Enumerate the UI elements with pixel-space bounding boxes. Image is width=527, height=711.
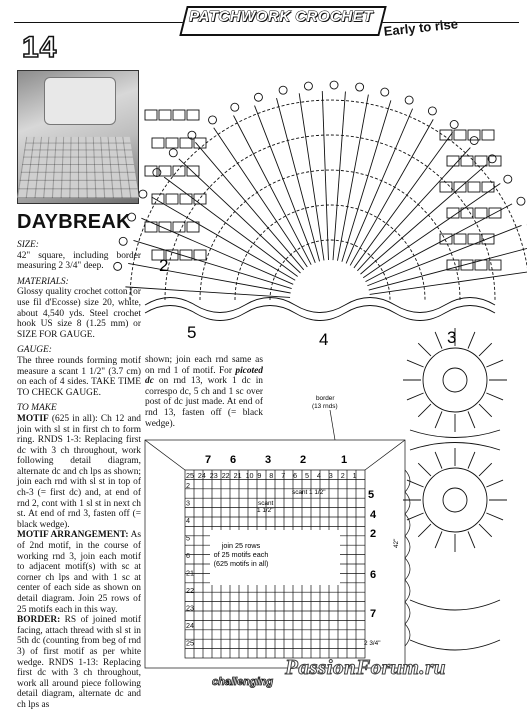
round-label-3: 3: [447, 328, 457, 347]
arrangement-text: As of 2nd motif, in the course of working rnd 3, join each motif to adjacent motif(s) with sc at corner ch lps and with 1 sc at center of each side as shown on detail diagram. Join 25 rows of 25 motifs each in this way.: [17, 530, 141, 615]
border-scallop: [405, 536, 410, 558]
motif-detail-diagram: [403, 328, 507, 650]
dc-block: [468, 182, 480, 192]
motif-center: [443, 488, 467, 512]
dc-stitch-line: [370, 271, 527, 294]
picot-loop: [504, 175, 512, 183]
border-text: RS of joined motif facing, attach thread with sl st in 5th dc (counting from beg of rnd 3) of first motif as per white wedge. RNDS 1-13: Replacing first dc with 3 ch throughout, work all around piece following detail diagram, alternate dc and ch lps as: [17, 615, 141, 710]
border-scallop: [405, 492, 410, 514]
top-label-6: 6: [230, 454, 237, 466]
top-row-number: 2: [340, 471, 345, 480]
picot-loop: [517, 197, 525, 205]
top-row-number: 22: [221, 471, 230, 480]
overall-size-label: 42": [393, 538, 400, 548]
top-label-7: 7: [205, 454, 212, 466]
corner-diagonal: [365, 440, 405, 470]
pattern-number: 14: [22, 31, 58, 64]
picot-loop: [139, 190, 147, 198]
motif-join: [410, 600, 500, 650]
dc-block: [194, 194, 206, 204]
motif-center: [443, 368, 467, 392]
join-text-1: join 25 rows: [221, 541, 261, 550]
motif-dc: [486, 393, 503, 400]
dc-block: [454, 130, 466, 140]
motif-join: [410, 430, 500, 450]
right-label-2: 2: [370, 528, 377, 540]
motif-dc: [479, 404, 492, 417]
border-callout-line1: border: [316, 395, 335, 402]
motif-dc: [479, 343, 492, 356]
to-make-heading: TO MAKE: [17, 403, 57, 414]
dc-block: [187, 166, 199, 176]
top-row-number: 25: [186, 471, 194, 480]
motif-dc: [418, 524, 431, 537]
dc-block: [440, 182, 452, 192]
border-label: BORDER:: [17, 615, 61, 626]
dc-block: [173, 110, 185, 120]
dc-stitch-line: [195, 142, 303, 270]
dc-block: [475, 208, 487, 218]
dc-block: [145, 222, 157, 232]
motif-dc: [435, 531, 442, 548]
dc-block: [447, 260, 459, 270]
dc-block: [194, 250, 206, 260]
left-column-number: 2: [186, 481, 190, 490]
dc-stitch-line: [354, 132, 453, 268]
picot-loop: [209, 116, 217, 124]
dc-block: [454, 234, 466, 244]
right-label-6: 6: [370, 569, 377, 581]
callout-pointer: [330, 410, 335, 440]
size-text: 42" square, including border measuring 2 3/4" deep.: [17, 250, 141, 272]
motif-dc: [418, 463, 431, 476]
motif-dc: [418, 404, 431, 417]
site-watermark: PassionForum.ru: [285, 655, 446, 679]
top-row-number: 4: [316, 471, 321, 480]
picot-loop: [330, 81, 338, 89]
dc-block: [475, 156, 487, 166]
motif-dc: [407, 513, 424, 520]
size-heading: SIZE:: [17, 240, 39, 250]
top-row-number: 1: [352, 471, 357, 480]
scant-label-side-1: scant: [258, 500, 274, 507]
border-scallop: [405, 558, 410, 580]
scallop-edge: [145, 298, 495, 313]
picot-loop: [428, 107, 436, 115]
continued-text-2: on rnd 13, work 1 dc in correspo dc, 5 ch and 1 sc over post of dc just made. At end of rnd 13, fasten off (= black wedge).: [145, 376, 263, 429]
picot-loop: [128, 213, 136, 221]
dc-block: [180, 138, 192, 148]
picot-loop: [119, 237, 127, 245]
left-column-number: 5: [186, 533, 190, 543]
dc-block: [461, 156, 473, 166]
dc-block: [145, 166, 157, 176]
dc-block: [447, 156, 459, 166]
project-title: DAYBREAK: [17, 211, 131, 233]
top-row-number: 8: [269, 471, 274, 480]
picot-loop: [279, 86, 287, 94]
motif-dc: [435, 411, 442, 428]
motif-dc: [486, 360, 503, 367]
top-label-2: 2: [300, 454, 307, 466]
dc-stitch-line: [346, 109, 412, 264]
motif-dc: [418, 343, 431, 356]
border-scallop: [405, 580, 410, 602]
top-label-1: 1: [341, 454, 348, 466]
round-label-2: 2: [159, 256, 169, 275]
top-row-number: 10: [245, 471, 254, 480]
left-column-number: 25: [186, 638, 194, 648]
dc-block: [482, 130, 494, 140]
dc-stitch-line: [234, 116, 312, 265]
motif-dc: [468, 452, 475, 469]
join-text-2: of 25 motifs each: [213, 550, 269, 559]
right-label-7: 7: [370, 608, 377, 620]
top-row-number: 7: [281, 471, 286, 480]
border-scallop: [405, 602, 410, 624]
dc-block: [482, 182, 494, 192]
border-callout-line2: (13 rnds): [312, 403, 338, 410]
left-column-number: 3: [186, 498, 190, 508]
left-column-number: 21: [186, 568, 194, 578]
dc-block: [187, 110, 199, 120]
top-row-number: 9: [257, 471, 262, 480]
motif-label: MOTIF: [17, 413, 49, 424]
dc-stitch-line: [299, 93, 324, 260]
picot-loop: [405, 96, 413, 104]
continued-text-1: shown; join each rnd same as on rnd 1 of motif. For: [145, 355, 263, 376]
picot-loop: [304, 82, 312, 90]
picoted-dc-term: picoted dc: [145, 365, 263, 387]
round-label-5: 5: [187, 323, 197, 342]
picot-loop: [169, 149, 177, 157]
left-column-number: 6: [186, 551, 190, 560]
dc-block: [166, 194, 178, 204]
picot-loop: [450, 120, 458, 128]
scant-label-side-2: 1 1/2": [257, 507, 274, 514]
left-column-number: 4: [186, 516, 190, 525]
materials-text: Glossy quality crochet cotton (or use fil d'Ecosse) size 20, white, about 4,540 yds. Steel crochet hook US size 8 (1.25 mm) or SIZE FOR GAUGE.: [17, 287, 141, 340]
motif-ring: [423, 348, 487, 412]
dc-block: [152, 138, 164, 148]
motif-dc: [435, 452, 442, 469]
motif-dc: [486, 480, 503, 487]
difficulty-tag: Early to rise: [383, 16, 459, 39]
arrangement-label: MOTIF ARRANGEMENT:: [17, 530, 129, 541]
chain-arc: [235, 205, 425, 300]
border-depth-label: 2 3/4": [364, 640, 381, 647]
dc-stitch-line: [214, 128, 308, 267]
dc-block: [159, 110, 171, 120]
scallop-edge: [145, 306, 495, 321]
gauge-heading: GAUGE:: [17, 345, 52, 356]
motif-dc: [468, 332, 475, 349]
dc-stitch-line: [322, 91, 328, 260]
dc-stitch-line: [360, 165, 486, 274]
picot-loop: [254, 93, 262, 101]
top-row-number: 21: [233, 471, 242, 480]
picot-loop: [470, 137, 478, 145]
motif-text: (625 in all): Ch 12 and join with sl st in first ch to form ring. RNDS 1-3: Replacing first dc with 3 ch throughout, work following detail diagram, alternate dc and ch lps as shown; join each rnd with sl st in top of ch-3 (= first dc) and, at end of rnd 2, cont with 1 sl st in next ch st. At end of rnd 3, fasten off (= black wedge).: [17, 413, 141, 530]
dc-block: [173, 222, 185, 232]
top-row-number: 5: [305, 471, 309, 480]
top-row-number: 6: [293, 471, 298, 480]
gauge-text: The three rounds forming motif measure a scant 1 1/2" (3.7 cm) on each of 4 sides. TAKE TIME TO CHECK GAUGE.: [17, 355, 141, 398]
motif-dc: [407, 393, 424, 400]
motif-dc: [479, 463, 492, 476]
left-column-number: 22: [186, 586, 194, 595]
border-scallop: [405, 624, 410, 646]
dc-block: [166, 138, 178, 148]
scant-label-top: scant 1 1/2": [292, 489, 326, 496]
chain-arc: [270, 240, 390, 300]
border-scallop: [405, 514, 410, 536]
dc-block: [180, 194, 192, 204]
right-label-4: 4: [370, 509, 377, 521]
top-row-number: 24: [197, 471, 206, 480]
motif-dc: [479, 524, 492, 537]
dc-stitch-line: [164, 177, 297, 276]
dc-block: [145, 110, 157, 120]
motif-dc: [468, 531, 475, 548]
motif-dc: [435, 332, 442, 349]
section-title: PATCHWORK CROCHET: [189, 8, 373, 25]
dc-block: [468, 130, 480, 140]
materials-heading: MATERIALS:: [17, 276, 69, 287]
chain-arc: [165, 135, 495, 300]
right-label-5: 5: [368, 489, 375, 501]
join-text-3: (625 motifs in all): [213, 559, 269, 568]
picot-loop: [381, 88, 389, 96]
challenge-tag: challenging: [212, 676, 274, 688]
border-stitch-fan: [114, 81, 527, 320]
picot-loop: [231, 103, 239, 111]
top-row-number: 3: [328, 471, 333, 480]
top-label-3: 3: [265, 454, 272, 466]
corner-diagonal: [145, 440, 185, 470]
motif-ring: [423, 468, 487, 532]
picot-loop: [114, 262, 122, 270]
top-row-number: 23: [209, 471, 218, 480]
dc-block: [152, 194, 164, 204]
round-label-4: 4: [319, 330, 329, 349]
motif-dc: [486, 513, 503, 520]
left-column-number: 24: [186, 621, 194, 630]
dc-stitch-line: [333, 91, 345, 260]
motif-dc: [407, 360, 424, 367]
picot-loop: [356, 83, 364, 91]
motif-dc: [468, 411, 475, 428]
dc-stitch-line: [337, 95, 368, 261]
chain-arc: [200, 170, 460, 300]
left-column-number: 23: [186, 603, 194, 613]
